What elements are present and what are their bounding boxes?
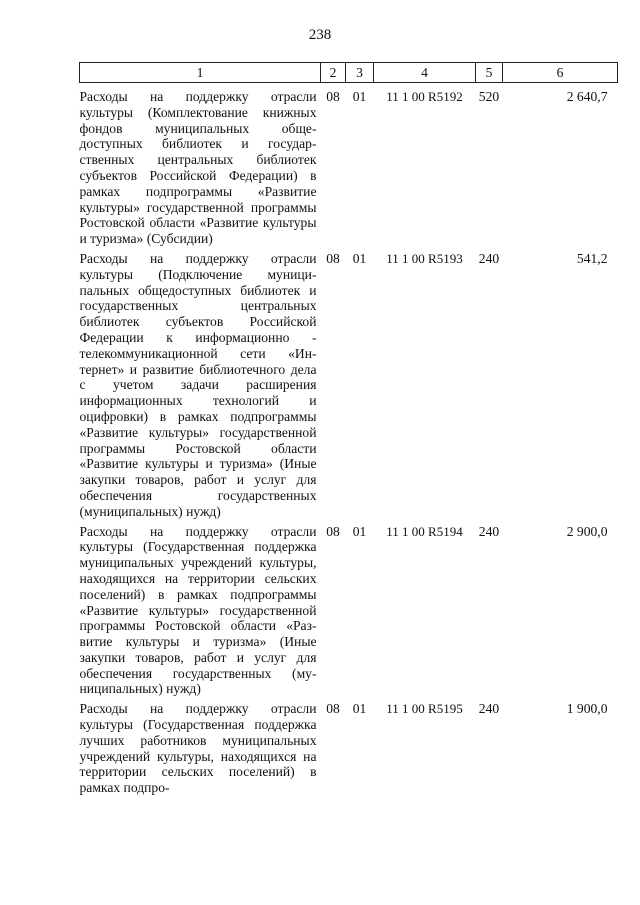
- row-expense-type: 240: [478, 523, 500, 539]
- row-description: Расходы на поддержку отрасли культуры (Подключение муниципальных общедоступных библиотек и государственных центральных библиотек субъектов Российской Федерации к информационно - телекоммуникационной сети «Интернет» и развитие библиотечного дела с учетом задачи расширения информационных технологий и оцифровки) в рамках подпрограммы «Развитие культуры» государственной программы Ростовской области «Развитие культуры и туризма» (Иные закупки товаров, работ и услуг для обеспечения государственных (муниципальных) нужд): [79, 250, 317, 519]
- row-section-code: 08: [326, 250, 340, 266]
- row-amount: 2 640,7: [566, 89, 608, 104]
- column-header-2: 2: [321, 63, 346, 83]
- row-subsection-code: 01: [352, 701, 367, 717]
- column-header-5: 5: [476, 63, 503, 83]
- column-header-1: 1: [80, 63, 321, 83]
- column-header-3: 3: [346, 63, 374, 83]
- row-amount: 541,2: [576, 250, 608, 266]
- row-expense-type: 240: [478, 701, 500, 717]
- column-header-4: 4: [374, 63, 476, 83]
- row-amount: 1 900,0: [566, 701, 608, 717]
- row-target-code: 11 1 00 R5194: [386, 523, 463, 539]
- row-description: Расходы на поддержку отрасли культуры (Государственная поддержка муниципальных учреждений культуры, находящихся на территории сельских поселений) в рамках подпрограммы «Развитие культуры» государственной программы Ростовской области «Развитие культуры и туризма» (Иные закупки товаров, работ и услуг для обеспечения государственных (муниципальных) нужд): [79, 523, 317, 697]
- row-section-code: 08: [326, 523, 340, 539]
- row-target-code: 11 1 00 R5193: [386, 250, 463, 266]
- row-section-code: 08: [326, 701, 340, 717]
- table-row: [80, 701, 618, 800]
- row-target-code: 11 1 00 R5195: [386, 701, 463, 717]
- budget-table: [79, 62, 618, 800]
- row-section-code: 08: [326, 89, 340, 104]
- column-header-6: 6: [503, 63, 618, 83]
- table-row: [80, 83, 618, 251]
- table-header-row: [80, 63, 618, 83]
- page-number: 238: [308, 27, 332, 43]
- table-row: [80, 251, 618, 524]
- row-subsection-code: 01: [352, 523, 367, 539]
- row-amount: 2 900,0: [566, 523, 608, 539]
- row-description: Расходы на поддержку отрасли культуры (Комплектование книжных фондов муниципальных общедоступных библиотек и государственных центральных библиотек субъектов Российской Федерации) в рамках подпрограммы «Развитие культуры» государственной программы Ростовской области «Развитие культуры и туризма» (Субсидии): [79, 89, 317, 247]
- table-row: [80, 524, 618, 702]
- row-description: Расходы на поддержку отрасли культуры (Государственная поддержка лучших работников муниципальных учреждений культуры, находящихся на территории сельских поселений) в рамках подпро-: [79, 701, 317, 796]
- row-subsection-code: 01: [352, 89, 367, 104]
- row-subsection-code: 01: [352, 250, 367, 266]
- row-target-code: 11 1 00 R5192: [386, 89, 463, 104]
- row-expense-type: 240: [478, 250, 500, 266]
- row-expense-type: 520: [478, 89, 500, 104]
